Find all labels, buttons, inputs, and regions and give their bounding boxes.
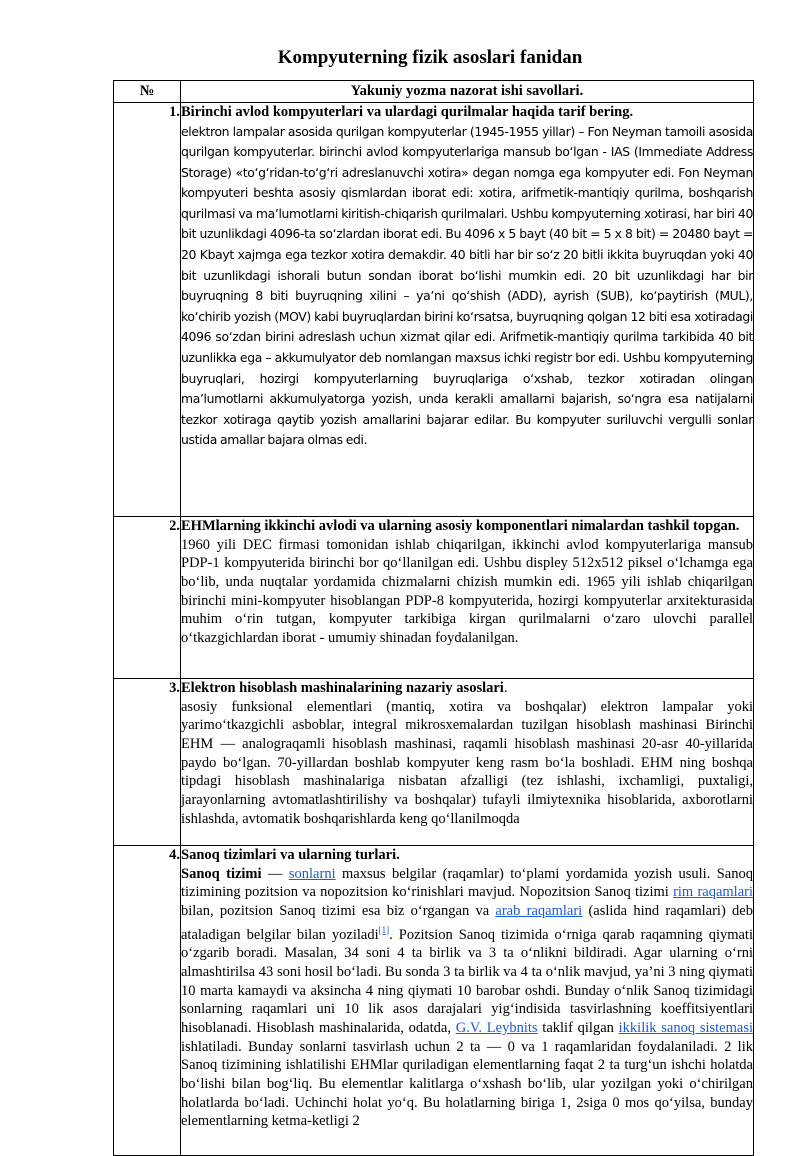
answer-text (181, 865, 753, 1132)
questions-table (113, 80, 754, 1156)
question-cell (181, 679, 754, 846)
link-arab-raqamlari[interactable]: arab raqamlari (495, 902, 583, 919)
question-number: 3. (114, 679, 181, 846)
defined-term: Sanoq tizimi (181, 865, 262, 882)
number-column-header: № (114, 81, 181, 103)
table-row (114, 517, 754, 679)
question-column-header: Yakuniy yozma nazorat ishi savollari. (181, 81, 754, 103)
answer-segment: taklif qilgan (537, 1019, 619, 1036)
question-number: 1. (114, 103, 181, 517)
answer-segment: (aslida hind raqamlari) deb ataladigan belgilar bilan yoziladi (181, 902, 753, 943)
table-row (114, 103, 754, 517)
question-cell (181, 517, 754, 679)
link-leybnits[interactable]: G.V. Leybnits (455, 1019, 538, 1036)
question-cell (181, 846, 754, 1156)
question-number: 4. (114, 846, 181, 1156)
footnote-link[interactable]: [1] (378, 924, 390, 935)
question-title: Sanoq tizimlari va ularning turlari. (181, 847, 400, 863)
question-title (181, 679, 753, 698)
answer-text: elektron lampalar asosida qurilgan kompyuterlar (1945-1955 yillar) – Fon Neyman tamoili asosida qurilgan kompyuterlar. birinchi avlod kompyuterlariga mansub bo‘lgan - IAS (Immediate Address Storage) «to‘g‘ridan-to‘g‘ri adreslanuvchi xotira» degan nomga ega kompyuter edi. Fon Neyman kompyuteri beshta asosiy qismlardan iborat edi: xotira, arifmetik-mantiqiy qurilma, boshqarish qurilmasi va ma’lumotlarni kiritish-chiqarish qurilmalari. Ushbu kompyuterning xotirasi, har biri 40 bit uzunlikdagi 4096-ta so‘zlardan iborat edi. Bu 4096 x 5 bayt (40 bit = 5 x 8 bit) = 20480 bayt = 20 Kbayt xajmga ega tezkor xotira demakdir. 40 bitli har bir so‘z 20 bitli ikkita buyruqdan yoki 40 bit uzunlikdagi ishorali butun sondan iborat bo‘lishi mumkin edi. 20 bit uzunlikdagi har bir buyruqning 8 biti buyruqning xilini – ya’ni qo‘shish (ADD), ayrish (SUB), ko‘paytirish (MUL), ko‘chirib yozish (MOV) kabi buyruqlardan birini ko‘rsatsa, buyruqning qolgan 12 biti esa xotiradagi 4096 so‘zdan birini adreslash uchun xizmat qilar edi. Arifmetik-mantiqiy qurilma tarkibida 40 bit uzunlikka ega – akkumulyator deb nomlangan maxsus ichki registr bor edi. Ushbu kompyuterning buyruqlari, hozirgi kompyuterlarning buyruqlariga o‘xshab, tezkor xotiradan olingan ma’lumotlarni akkumulyatorga yozish, unda kerakli amallarni bajarish, so‘ngra esa natijalarni tezkor xotiraga qaytib yozish amallarini bajarar edilar. Bu kompyuter suriluvchi vergulli sonlar ustida amallar bajara olmas edi. (181, 123, 753, 448)
answer-segment: maxsus belgilar (raqamlar) to‘plami yordamida yozish usuli. Sanoq tizimining pozitsion va nopozitsion ko‘rinishlari mavjud. Nopozitsion Sanoq tizimi (181, 865, 753, 901)
question-number: 2. (114, 517, 181, 679)
question-cell (181, 103, 754, 517)
table-row (114, 679, 754, 846)
answer-segment: bilan, pozitsion Sanoq tizimi esa biz o‘rgangan va (181, 902, 496, 919)
question-title-period: . (503, 680, 508, 696)
answer-segment: ishlatiladi. Bunday sonlarni tasvirlash uchun 2 ta — 0 va 1 raqamlaridan foydalaniladi. 2 lik Sanoq tizimining ishlatilishi EHMlar quriladigan elementlarning faqat 2 ta turg‘un ishchi holatda bo‘lishi bilan bog‘liq. Bu elementlar kalitlarga o‘xshash bo‘lib, ular yozilgan yoki o‘chirilgan holatlarda bo‘ladi. Uchinchi holat yo‘q. Bu holatlarning biriga 1, 2siga 0 mos qo‘yilsa, bunday elementlarning ketma-ketligi 2 (181, 1038, 753, 1130)
link-sonlar[interactable]: sonlarni (288, 865, 336, 882)
answer-segment: . Pozitsion Sanoq tizimida o‘rniga qarab raqamning qiymati o‘zgarib boradi. Masalan, 34 soni 4 ta birlik va 3 ta o‘nlikni bildiradi. Agar ularning o‘rni almashtirilsa 43 soni hosil bo‘ladi. Bu sonda 3 ta birlik va 4 ta o‘nlik mavjud, ya’ni 3 ning qiymati 10 marta kamaydi va aksincha 4 ning qiymati 10 barobar oshdi. Bunday o‘nlik Sanoq tizimidagi sonlarning raqamlari uni 10 lik asos darajalari yig‘indisida tasvirlashning koeffitsiyentlari hisoblanadi. Hisoblash mashinalarida, odatda, (181, 926, 753, 1036)
table-row (114, 846, 754, 1156)
question-title: Birinchi avlod kompyuterlari va ulardagi qurilmalar haqida tarif bering. (181, 104, 634, 120)
answer-text: asosiy funksional elementlari (mantiq, xotira va boshqalar) elektron lampalar yoki yarimo‘tkazgichli asboblar, integral mikrosxemalardan tuzilgan hisoblash mashinasi Birinchi EHM — analograqamli hisoblash mashinasi, raqamli hisoblash mashinasi 20-asr 40-yillarida paydo bo‘lgan. 70-yillardan boshlab kompyuter keng rasm bo‘la boshladi. EHM ning boshqa tipdagi hisoblash mashinalariga nisbatan afzalligi (tez ishlashi, ixchamligi, puxtaligi, jarayonlarning avtomatlashtirilishy va boshqalar) tufayli ilmiytexnika hisoblarida, axborotlarni ishlashda, avtomatik boshqarishlarda keng qo‘llanilmoqda (181, 698, 753, 827)
link-ikkilik-sanoq-sistemasi[interactable]: ikkilik sanoq sistemasi (618, 1019, 753, 1036)
answer-text: 1960 yili DEC firmasi tomonidan ishlab chiqarilgan, ikkinchi avlod kompyuterlariga mansub PDP-1 kompyuterida birinchi bor qo‘llanilgan edi. Ushbu displey 512x512 piksel o‘lchamga ega bo‘lib, unda nuqtalar yordamida chizmalarni chizish mumkin edi. 1965 yili ishlab chiqarilgan birinchi mini-kompyuter hisoblangan PDP-8 kompyuterida, hozirgi kompyuterlar arxitekturasida muhim o‘rin tutgan, kompyuter tarkibiga kirgan qurilmalarni o‘zaro ulovchi parallel o‘tkazgichlardan iborat - umumiy shinadan foydalanilgan. (181, 536, 753, 647)
page-title: Kompyuterning fizik asoslari fanidan (277, 47, 583, 68)
question-title-text: Elektron hisoblash mashinalarining nazariy asoslari (181, 680, 504, 696)
link-rim-raqamlari[interactable]: rim raqamlari (673, 884, 753, 901)
question-title: EHMlarning ikkinchi avlodi va ularning asosiy komponentlari nimalardan tashkil topgan. (181, 518, 740, 534)
answer-dash: — (261, 865, 289, 882)
table-header-row (114, 81, 754, 103)
